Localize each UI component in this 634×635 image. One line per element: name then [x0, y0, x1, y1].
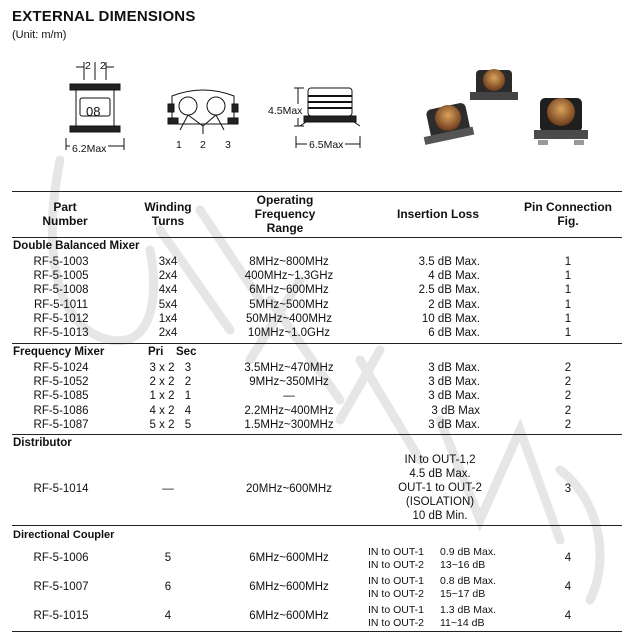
dc-freq-cell: 6MHz~600MHz	[249, 552, 329, 564]
header-freq-line: Operating	[256, 193, 314, 207]
dbm-freq-cell: 400MHz~1.3GHz	[244, 270, 334, 283]
header-fig	[516, 200, 620, 228]
dbm-turns-cell: 1x4	[158, 312, 178, 325]
dc-loss-value-1: 1.3 dB Max.	[440, 604, 497, 616]
fm-sec-cell: 3	[184, 362, 192, 374]
dc-loss-label-2: IN to OUT-2	[368, 617, 425, 629]
page-title: EXTERNAL DIMENSIONS	[12, 8, 196, 25]
dc-loss-label-1: IN to OUT-1	[368, 604, 425, 616]
fm-sec-header: Sec	[176, 346, 197, 358]
dc-turns-cell: 5	[164, 552, 172, 564]
dc-loss-value-1: 0.9 dB Max.	[440, 546, 497, 558]
pin-1-label: 1	[176, 139, 182, 151]
section-dc: Directional Coupler	[13, 529, 115, 541]
dc-turns-cell: 6	[164, 581, 172, 593]
fm-freq-cell: —	[283, 390, 295, 403]
dist-loss-line: (ISOLATION)	[405, 496, 475, 508]
pitch-b-label: 2	[100, 60, 106, 72]
dc-fig-cell: 4	[564, 581, 572, 593]
header-bottom-rule	[12, 237, 622, 238]
dbm-part-cell: RF-5-1003	[33, 256, 89, 268]
fm-fig-cell: 2	[564, 362, 572, 374]
fm-loss-cell: 3 dB Max	[431, 404, 480, 417]
dbm-turns-cell: 2x4	[158, 270, 178, 283]
dc-fig-cell: 4	[564, 552, 572, 564]
fm-part-cell: RF-5-1052	[33, 376, 89, 389]
dbm-turns-cell: 3x4	[158, 256, 178, 268]
dist-turns: —	[162, 483, 174, 495]
fm-sec-cell: 1	[184, 390, 192, 403]
dbm-fig-cell: 1	[564, 312, 572, 325]
dist-fig: 3	[564, 483, 572, 495]
section-rule-dc	[12, 525, 622, 526]
fm-pri-header: Pri	[148, 346, 164, 358]
section-rule-dist	[12, 434, 622, 435]
dbm-loss-cell: 3.5 dB Max.	[418, 256, 480, 268]
dist-part: RF-5-1014	[33, 483, 89, 495]
dbm-fig-cell: 1	[564, 256, 572, 268]
header-turns-line: Winding	[144, 200, 192, 214]
pin-view-drawing	[166, 84, 240, 140]
pin-3-label: 3	[225, 139, 231, 151]
table-top-rule	[12, 191, 622, 192]
dbm-loss-cell: 10 dB Max.	[421, 312, 480, 325]
dbm-freq-cell: 5MHz~500MHz	[249, 298, 329, 311]
fm-freq-cell: 3.5MHz~470MHz	[244, 362, 334, 374]
fm-pri-cell: 3 x 2	[149, 362, 175, 374]
fm-pri-cell: 4 x 2	[149, 404, 175, 417]
table-bottom-rule	[12, 631, 622, 632]
fm-pri-cell: 1 x 2	[149, 390, 175, 403]
pitch-a-label: 2	[85, 60, 91, 72]
dbm-fig-cell: 1	[564, 327, 572, 339]
header-loss: Insertion Loss	[396, 207, 479, 221]
dc-loss-label-2: IN to OUT-2	[368, 588, 425, 600]
header-part-line: Part	[53, 200, 77, 214]
fm-sec-cell: 4	[184, 404, 192, 417]
dist-loss-line: 4.5 dB Max.	[409, 468, 471, 480]
dc-part-cell: RF-5-1007	[33, 581, 89, 593]
dbm-loss-cell: 6 dB Max.	[428, 327, 480, 339]
dc-freq-cell: 6MHz~600MHz	[249, 610, 329, 622]
dc-loss-value-2: 15~17 dB	[440, 588, 486, 600]
dbm-fig-cell: 1	[564, 298, 572, 311]
dist-freq: 20MHz~600MHz	[246, 483, 332, 495]
section-rule-fm	[12, 343, 622, 344]
dc-loss-label-2: IN to OUT-2	[368, 559, 425, 571]
dbm-part-cell: RF-5-1012	[33, 312, 89, 325]
dbm-freq-cell: 50MHz~400MHz	[246, 312, 332, 325]
header-freq-line: Range	[266, 221, 304, 235]
height-label: 4.5Max	[268, 105, 303, 117]
dc-turns-cell: 4	[164, 610, 172, 622]
dc-part-cell: RF-5-1015	[33, 610, 89, 622]
dbm-turns-cell: 4x4	[158, 284, 178, 297]
header-turns-line: Turns	[151, 214, 185, 228]
fm-loss-cell: 3 dB Max.	[428, 362, 480, 374]
dc-loss-value-1: 0.8 dB Max.	[440, 575, 497, 587]
dist-loss-line: IN to OUT-1,2	[404, 454, 476, 466]
fm-part-cell: RF-5-1087	[33, 418, 89, 431]
header-part-line: Number	[42, 214, 88, 228]
fm-sec-cell: 2	[184, 376, 192, 389]
dbm-fig-cell: 1	[564, 284, 572, 297]
fm-part-cell: RF-5-1085	[33, 390, 89, 403]
dist-loss-line: OUT-1 to OUT-2	[398, 482, 482, 494]
fm-sec-cell: 5	[184, 418, 192, 431]
section-dbm: Double Balanced Mixer	[13, 240, 140, 252]
header-fig-line: Pin Connection	[524, 200, 612, 214]
dbm-loss-cell: 4 dB Max.	[428, 270, 480, 283]
dbm-turns-cell: 5x4	[158, 298, 178, 311]
part-marking: 08	[86, 104, 101, 119]
fm-fig-cell: 2	[564, 390, 572, 403]
section-fm: Frequency Mixer	[13, 346, 105, 358]
dbm-part-cell: RF-5-1008	[33, 284, 89, 297]
width-a-label: 6.2Max	[72, 143, 107, 155]
fm-freq-cell: 9MHz~350MHz	[249, 376, 329, 389]
fm-freq-cell: 1.5MHz~300MHz	[244, 418, 334, 431]
fm-pri-cell: 2 x 2	[149, 376, 175, 389]
header-fig-line: Fig.	[557, 214, 579, 228]
fm-part-cell: RF-5-1086	[33, 404, 89, 417]
fm-fig-cell: 2	[564, 376, 572, 389]
dc-loss-value-2: 13~16 dB	[440, 559, 486, 571]
dbm-fig-cell: 1	[564, 270, 572, 283]
dist-loss-line: 10 dB Min.	[412, 510, 468, 522]
dc-loss-value-2: 11~14 dB	[440, 617, 485, 629]
pin-2-label: 2	[200, 139, 206, 151]
dbm-freq-cell: 8MHz~800MHz	[249, 256, 329, 268]
dc-loss-label-1: IN to OUT-1	[368, 546, 425, 558]
dbm-part-cell: RF-5-1011	[33, 298, 89, 311]
fm-freq-cell: 2.2MHz~400MHz	[244, 404, 334, 417]
section-dist: Distributor	[13, 437, 72, 449]
width-b-label: 6.5Max	[309, 139, 344, 151]
dc-freq-cell: 6MHz~600MHz	[249, 581, 329, 593]
header-freq-line: Frequency	[254, 207, 316, 221]
dc-fig-cell: 4	[564, 610, 572, 622]
dbm-loss-cell: 2 dB Max.	[428, 298, 480, 311]
fm-loss-cell: 3 dB Max.	[428, 390, 480, 403]
dc-loss-label-1: IN to OUT-1	[368, 575, 425, 587]
dist-loss	[380, 453, 500, 523]
dbm-part-cell: RF-5-1013	[33, 327, 89, 339]
fm-fig-cell: 2	[564, 404, 572, 417]
fm-part-cell: RF-5-1024	[33, 362, 89, 374]
product-photo	[418, 62, 618, 172]
dbm-loss-cell: 2.5 dB Max.	[418, 284, 480, 297]
fm-pri-cell: 5 x 2	[149, 418, 175, 431]
dbm-turns-cell: 2x4	[158, 327, 178, 339]
dc-part-cell: RF-5-1006	[33, 552, 89, 564]
header-freq	[230, 193, 340, 235]
unit-note: (Unit: m/m)	[12, 29, 67, 41]
dbm-freq-cell: 10MHz~1.0GHz	[247, 327, 331, 339]
header-turns	[126, 200, 210, 228]
dbm-part-cell: RF-5-1005	[33, 270, 89, 283]
dbm-freq-cell: 6MHz~600MHz	[249, 284, 329, 297]
fm-fig-cell: 2	[564, 418, 572, 431]
header-part	[20, 200, 110, 228]
fm-loss-cell: 3 dB Max.	[428, 418, 480, 431]
fm-loss-cell: 3 dB Max.	[428, 376, 480, 389]
